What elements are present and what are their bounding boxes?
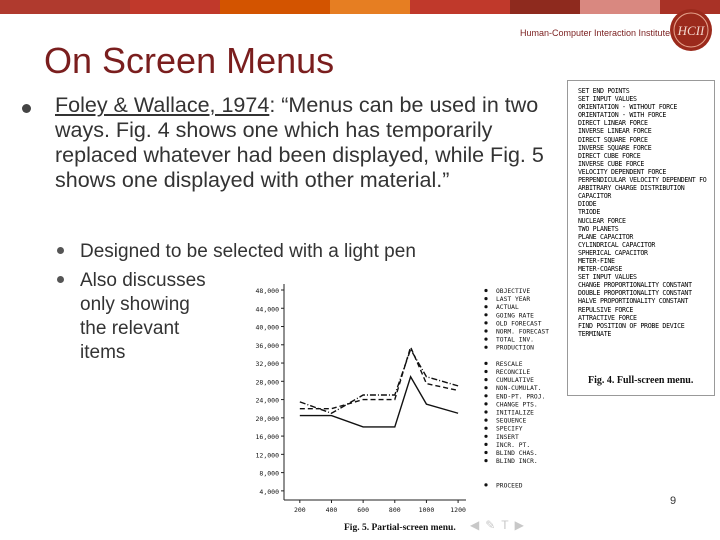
fig4-menu-item: REPULSIVE FORCE — [578, 305, 634, 314]
fig4-menu-item: DOUBLE PROPORTIONALITY CONSTANT — [578, 289, 692, 298]
fig5-menu-item: OBJECTIVE — [496, 288, 531, 295]
fig4-menu-item: SET END POINTS — [578, 87, 630, 95]
menu-dot — [484, 370, 487, 373]
fig5-menu-item: SEQUENCE — [496, 417, 527, 425]
fig4-menu-item: TERMINATE — [578, 329, 612, 338]
menu-dot — [484, 402, 487, 405]
bullet-dot — [22, 104, 31, 113]
fig4-menu-item: CYLINDRICAL CAPACITOR — [578, 240, 656, 249]
fig5-menu-item: OLD FORECAST — [496, 320, 542, 328]
fig4-menu-item: TWO PLANETS — [578, 224, 619, 233]
x-tick-label: 400 — [325, 506, 338, 514]
sub-bullet-light-pen: Designed to be selected with a light pen — [80, 241, 416, 262]
fig5-menu-item: SPECIFY — [496, 425, 523, 433]
sub-bullet-cont-3: items — [80, 342, 126, 363]
fig5-menu-item: END-PT. PROJ. — [496, 393, 546, 401]
fig4-menu-item: METER-FINE — [578, 256, 615, 265]
x-tick-label: 1000 — [418, 506, 435, 514]
y-tick-label: 40,000 — [255, 323, 279, 332]
fig4-menu-item: SET INPUT VALUES — [578, 95, 637, 104]
institute-name: Human-Computer Interaction Institute — [520, 28, 671, 38]
sub-bullet-cont-2: the relevant — [80, 318, 180, 339]
y-tick-label: 32,000 — [255, 360, 279, 369]
menu-dot — [484, 378, 487, 381]
fig5-menu-item: NON-CUMULAT. — [496, 385, 542, 393]
fig5-menu-item: PROCEED — [496, 482, 523, 490]
fig4-menu-item: METER-COARSE — [578, 265, 623, 274]
slide-nav-icons — [470, 518, 524, 532]
figure-4-full-screen-menu — [567, 80, 715, 396]
y-tick-label: 44,000 — [255, 305, 279, 314]
menu-dot — [484, 451, 487, 454]
fig5-menu-item: CHANGE PTS. — [496, 401, 538, 409]
menu-dot — [484, 459, 487, 462]
header-bar-segment — [410, 0, 510, 14]
fig4-menu-item: ARBITRARY CHARGE DISTRIBUTION — [578, 184, 685, 193]
series-line — [300, 347, 458, 409]
series-line — [300, 377, 458, 427]
fig5-menu-item: CUMULATIVE — [496, 377, 534, 385]
y-tick-label: 12,000 — [255, 451, 279, 460]
menu-dot — [484, 305, 487, 308]
fig5-menu-item: GOING RATE — [496, 312, 534, 320]
pen-icon[interactable]: ✎ — [485, 518, 496, 532]
figure-5-partial-screen-menu — [240, 276, 570, 540]
fig4-menu-item: CAPACITOR — [578, 192, 612, 201]
main-bullet-text — [55, 93, 555, 193]
menu-dot — [484, 346, 487, 349]
fig4-menu-item: PLANE CAPACITOR — [578, 232, 634, 241]
fig5-menu-item: INCR. PT. — [496, 441, 531, 449]
y-tick-label: 48,000 — [255, 287, 279, 295]
sub-bullet-cont-1: only showing — [80, 294, 190, 315]
fig5-menu-item: BLIND INCR. — [496, 458, 538, 466]
y-tick-label: 36,000 — [255, 341, 279, 350]
x-tick-label: 200 — [293, 506, 306, 514]
back-icon[interactable]: ◀ — [470, 518, 480, 532]
fig4-menu-item: SPHERICAL CAPACITOR — [578, 248, 648, 257]
fig4-menu-item: DIRECT CUBE FORCE — [578, 151, 641, 160]
fig5-menu-item: RECONCILE — [496, 369, 531, 376]
header-bar-segment — [130, 0, 220, 14]
sub-bullet-dot — [57, 247, 64, 254]
fig5-caption: Fig. 5. Partial-screen menu. — [344, 523, 456, 533]
quote-text: : “Menus can be used in two ways. Fig. 4 shows one which has temporarily replaced whatever had been displayed, while Fig. 5 shows one displayed with other material.” — [55, 93, 544, 192]
y-tick-label: 4,000 — [259, 487, 279, 496]
fig4-menu-item: VELOCITY DEPENDENT FORCE — [578, 167, 667, 176]
fig4-menu-item: INVERSE LINEAR FORCE — [578, 127, 652, 136]
header-bar-segment — [580, 0, 660, 14]
fig4-menu-item: DIRECT LINEAR FORCE — [578, 119, 648, 128]
y-tick-label: 20,000 — [255, 414, 279, 423]
menu-dot — [484, 386, 487, 389]
header-color-bar — [0, 0, 720, 14]
fig5-menu-item: INSERT — [496, 433, 519, 441]
menu-dot — [484, 297, 487, 300]
x-tick-label: 1200 — [450, 506, 466, 514]
fig5-menu-item: INITIALIZE — [496, 409, 534, 417]
header-bar-segment — [220, 0, 330, 14]
text-icon[interactable]: T — [501, 518, 509, 532]
hcii-seal-icon — [669, 8, 713, 52]
fig5-menu-item: TOTAL INV. — [496, 336, 534, 344]
sub-bullet-dot — [57, 276, 64, 283]
fig4-menu-item: ATTRACTIVE FORCE — [578, 313, 637, 322]
header-bar-segment — [0, 0, 130, 14]
menu-dot — [484, 427, 487, 430]
fig5-menu-item: ACTUAL — [496, 304, 519, 312]
fig4-menu-item: TRIODE — [578, 208, 601, 217]
sub-bullet-discusses: Also discusses — [80, 270, 206, 291]
fig4-menu-item: CHANGE PROPORTIONALITY CONSTANT — [578, 281, 692, 290]
menu-dot — [484, 410, 487, 413]
menu-dot — [484, 362, 487, 365]
menu-dot — [484, 313, 487, 316]
y-tick-label: 8,000 — [259, 469, 279, 478]
fig4-menu-item: ORIENTATION - WITHOUT FORCE — [578, 103, 678, 112]
menu-dot — [484, 419, 487, 422]
fig4-menu-item: PERPENDICULAR VELOCITY DEPENDENT FO — [578, 176, 707, 185]
fig4-menu-list — [578, 87, 706, 338]
menu-dot — [484, 338, 487, 341]
header-bar-segment — [510, 0, 580, 14]
fig5-menu-item: NORM. FORECAST — [496, 328, 550, 336]
y-tick-label: 24,000 — [255, 396, 279, 405]
menu-dot — [484, 483, 487, 486]
menu-dot — [484, 443, 487, 446]
header-bar-segment — [330, 0, 410, 14]
x-tick-label: 800 — [388, 506, 401, 514]
fig4-menu-item: FIND POSITION OF PROBE DEVICE — [578, 321, 685, 330]
fig5-menu-item: PRODUCTION — [496, 344, 534, 352]
fig4-menu-item: NUCLEAR FORCE — [578, 216, 626, 225]
fig4-caption: Fig. 4. Full-screen menu. — [588, 375, 694, 386]
y-tick-label: 28,000 — [255, 378, 279, 387]
fig4-menu-item: SET INPUT VALUES — [578, 273, 637, 282]
forward-icon[interactable]: ▶ — [514, 518, 524, 532]
citation-link[interactable]: Foley & Wallace, 1974 — [55, 93, 270, 117]
menu-dot — [484, 394, 487, 397]
slide-title: On Screen Menus — [44, 40, 335, 81]
fig5-menu-item: LAST YEAR — [496, 296, 531, 304]
seal-text: HCII — [677, 23, 705, 38]
fig4-menu-item: ORIENTATION - WITH FORCE — [578, 111, 667, 120]
menu-dot — [484, 321, 487, 324]
fig4-menu-item: DIODE — [578, 200, 597, 209]
fig4-menu-item: INVERSE SQUARE FORCE — [578, 143, 652, 152]
y-tick-label: 16,000 — [255, 433, 279, 442]
fig5-menu-item: BLIND CHAS. — [496, 450, 538, 457]
menu-dot — [484, 289, 487, 292]
x-tick-label: 600 — [357, 506, 370, 514]
menu-dot — [484, 435, 487, 438]
fig5-menu-item: RESCALE — [496, 360, 523, 368]
page-number: 9 — [670, 495, 677, 507]
series-line — [300, 349, 458, 413]
fig4-menu-item: HALVE PROPORTIONALITY CONSTANT — [578, 297, 689, 306]
fig4-menu-item: DIRECT SQUARE FORCE — [578, 135, 648, 144]
menu-dot — [484, 329, 487, 332]
fig4-menu-item: INVERSE CUBE FORCE — [578, 159, 645, 168]
